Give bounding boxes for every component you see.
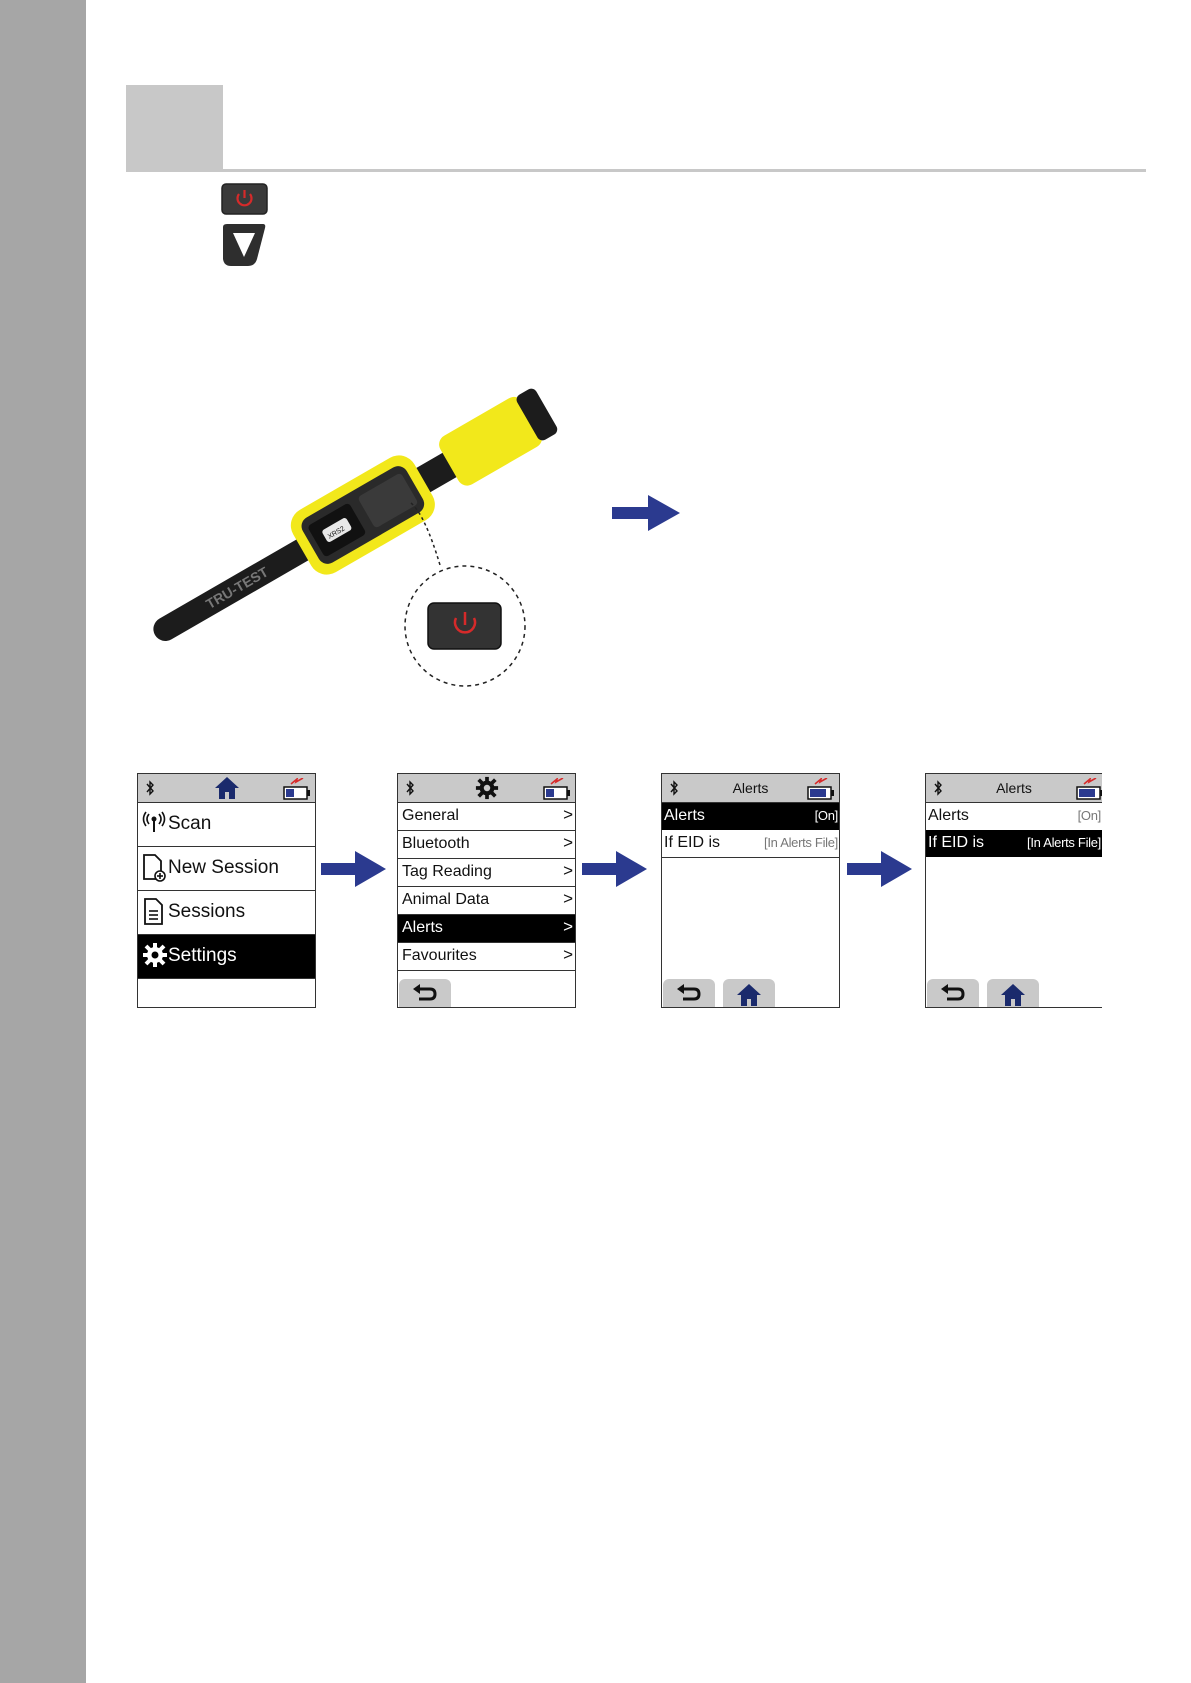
battery-charging-icon [283, 778, 311, 800]
chevron-right-icon: > [563, 805, 573, 824]
section-header-box [126, 85, 223, 170]
menu-item-animal-data[interactable] [398, 887, 575, 915]
menu-item-general[interactable] [398, 803, 575, 831]
chevron-right-icon: > [563, 917, 573, 936]
home-item-label: New Session [168, 857, 279, 878]
status-bar [926, 774, 1102, 803]
menu-item-alerts[interactable] [398, 915, 575, 943]
row-label: Alerts [928, 807, 969, 824]
power-key [221, 183, 268, 220]
menu-item-label: Alerts [402, 919, 443, 936]
row-value: [In Alerts File] [764, 835, 838, 850]
alerts-toggle-row[interactable] [662, 803, 839, 830]
row-value: [On] [1077, 808, 1101, 823]
back-icon [676, 983, 702, 1003]
menu-item-label: Bluetooth [402, 835, 470, 852]
alerts-screen-1 [661, 773, 840, 1008]
status-bar [662, 774, 839, 803]
if-eid-row[interactable] [662, 830, 839, 858]
screen-title: Alerts [996, 780, 1032, 796]
home-item-new-session[interactable] [138, 847, 315, 891]
menu-item-label: Tag Reading [402, 863, 492, 880]
alerts-toggle-row[interactable] [926, 803, 1102, 830]
back-icon [940, 983, 966, 1003]
chevron-right-icon: > [563, 861, 573, 880]
battery-charging-icon [1076, 778, 1102, 800]
back-softkey[interactable] [663, 979, 715, 1007]
menu-item-tag-reading[interactable] [398, 859, 575, 887]
row-value: [On] [814, 808, 838, 823]
back-softkey[interactable] [399, 979, 451, 1007]
page-sidebar [0, 0, 86, 1683]
row-label: If EID is [664, 834, 721, 851]
home-icon [1000, 983, 1026, 1007]
back-icon [412, 983, 438, 1003]
status-bar [398, 774, 575, 803]
menu-item-favourites[interactable] [398, 943, 575, 971]
menu-item-bluetooth[interactable] [398, 831, 575, 859]
next-arrow-icon [582, 850, 648, 893]
model-text: XRS2 [326, 525, 347, 541]
next-arrow-icon [612, 493, 682, 538]
battery-charging-icon [543, 778, 571, 800]
menu-item-label: General [402, 807, 459, 824]
if-eid-row[interactable] [926, 830, 1102, 857]
scan-icon [142, 810, 166, 834]
home-item-label: Scan [168, 813, 212, 834]
power-icon [221, 183, 268, 215]
next-arrow-icon [321, 850, 387, 893]
home-softkey[interactable] [723, 979, 775, 1007]
sessions-icon [142, 898, 166, 926]
home-item-settings[interactable] [138, 935, 315, 979]
down-arrow-icon [221, 223, 267, 268]
bluetooth-icon [406, 780, 414, 796]
chevron-right-icon: > [563, 889, 573, 908]
section-header-rule [126, 169, 1146, 172]
home-item-label: Sessions [168, 901, 246, 922]
home-icon [214, 776, 240, 800]
row-value: [In Alerts File] [1027, 835, 1101, 850]
new-session-icon [142, 854, 166, 882]
bluetooth-icon [146, 780, 154, 796]
battery-charging-icon [807, 778, 835, 800]
menu-item-label: Favourites [402, 947, 477, 964]
home-item-sessions[interactable] [138, 891, 315, 935]
home-screen [137, 773, 316, 1008]
row-label: Alerts [664, 807, 705, 824]
chevron-right-icon: > [563, 833, 573, 852]
down-key [221, 223, 267, 273]
row-label: If EID is [928, 834, 985, 851]
home-item-label: Settings [168, 945, 237, 966]
gear-icon [142, 942, 168, 968]
screen-title: Alerts [732, 780, 769, 796]
menu-item-label: Animal Data [402, 891, 490, 908]
stick-reader-figure [145, 375, 575, 700]
status-bar [138, 774, 315, 803]
settings-screen [397, 773, 576, 1008]
gear-icon [474, 776, 500, 800]
alerts-screen-2 [925, 773, 1102, 1008]
home-softkey[interactable] [987, 979, 1039, 1007]
home-icon [736, 983, 762, 1007]
brand-text: TRU-TEST [202, 563, 271, 612]
chevron-right-icon: > [563, 945, 573, 964]
next-arrow-icon [847, 850, 913, 893]
home-item-scan[interactable] [138, 803, 315, 847]
back-softkey[interactable] [927, 979, 979, 1007]
